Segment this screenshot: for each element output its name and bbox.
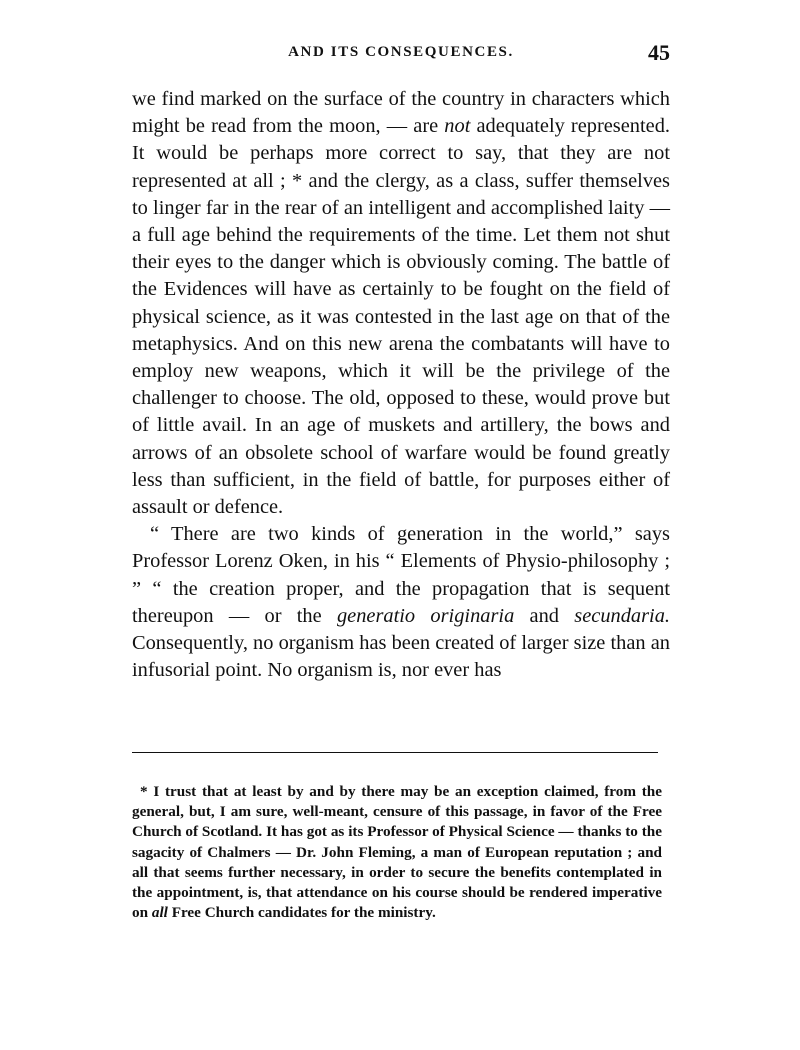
footnote-emphasis: all: [151, 904, 168, 922]
page-number: 45: [648, 40, 670, 65]
footnote-divider: [132, 752, 658, 753]
paragraph-2-emphasis-a: generatio originaria: [336, 604, 515, 627]
paragraph-2: [132, 521, 670, 684]
paragraph-2-emphasis-b: secundaria.: [574, 604, 671, 627]
body-text: [132, 86, 670, 684]
paragraph-2-text-b: and: [514, 604, 575, 627]
paragraph-1-text-a: we find marked on the surface of the country in characters which might be read from the moon, — are: [132, 88, 670, 138]
footnote-text-b: Free Church candidates for the ministry.: [167, 904, 436, 922]
footnote: [132, 782, 662, 923]
running-head: [132, 40, 670, 74]
paragraph-2-text-c: Consequently, no organism has been created of larger size than an infusorial point. No organism is, nor ever has: [132, 632, 670, 682]
paragraph-1: [132, 86, 670, 521]
footnote-paragraph: [132, 782, 662, 923]
paragraph-1-emphasis: not: [444, 115, 471, 138]
footnote-text-a: * I trust that at least by and by there may be an exception claimed, from the general, but, I am sure, well-meant, censure of this passage, in favor of the Free Church of Scotland. It has got as its Professor of Physical Science — thanks to the sagacity of Chalmers — Dr. John Fleming, a man of European reputation ; and all that seems further necessary, in order to secure the benefits contemplated in the appointment, is, that attendance on his course should be rendered imperative on: [132, 783, 662, 922]
paragraph-1-text-b: adequately represented. It would be perhaps more correct to say, that they are not represented at all ; * and the clergy, as a class, suffer themselves to linger far in the rear of an intelligent and accomplished laity — a full age behind the requirements of the time. Let them not shut their eyes to the danger which is obviously coming. The battle of the Evidences will have as certainly to be fought on the field of physical science, as it was contested in the last age on that of the metaphysics. And on this new arena the combatants will have to employ new weapons, which it will be the privilege of the challenger to choose. The old, opposed to these, would prove but of little avail. In an age of muskets and artillery, the bows and arrows of an obsolete school of warfare would be found greatly less than sufficient, in the field of battle, for purposes either of assault or defence.: [132, 115, 670, 519]
paragraph-2-text-a: “ There are two kinds of generation in the world,” says Professor Lorenz Oken, in his “ Elements of Physio-philosophy ; ” “ the creation proper, and the propagation that is sequent thereupon — or the: [132, 523, 670, 627]
running-title: AND ITS CONSEQUENCES.: [288, 44, 514, 60]
